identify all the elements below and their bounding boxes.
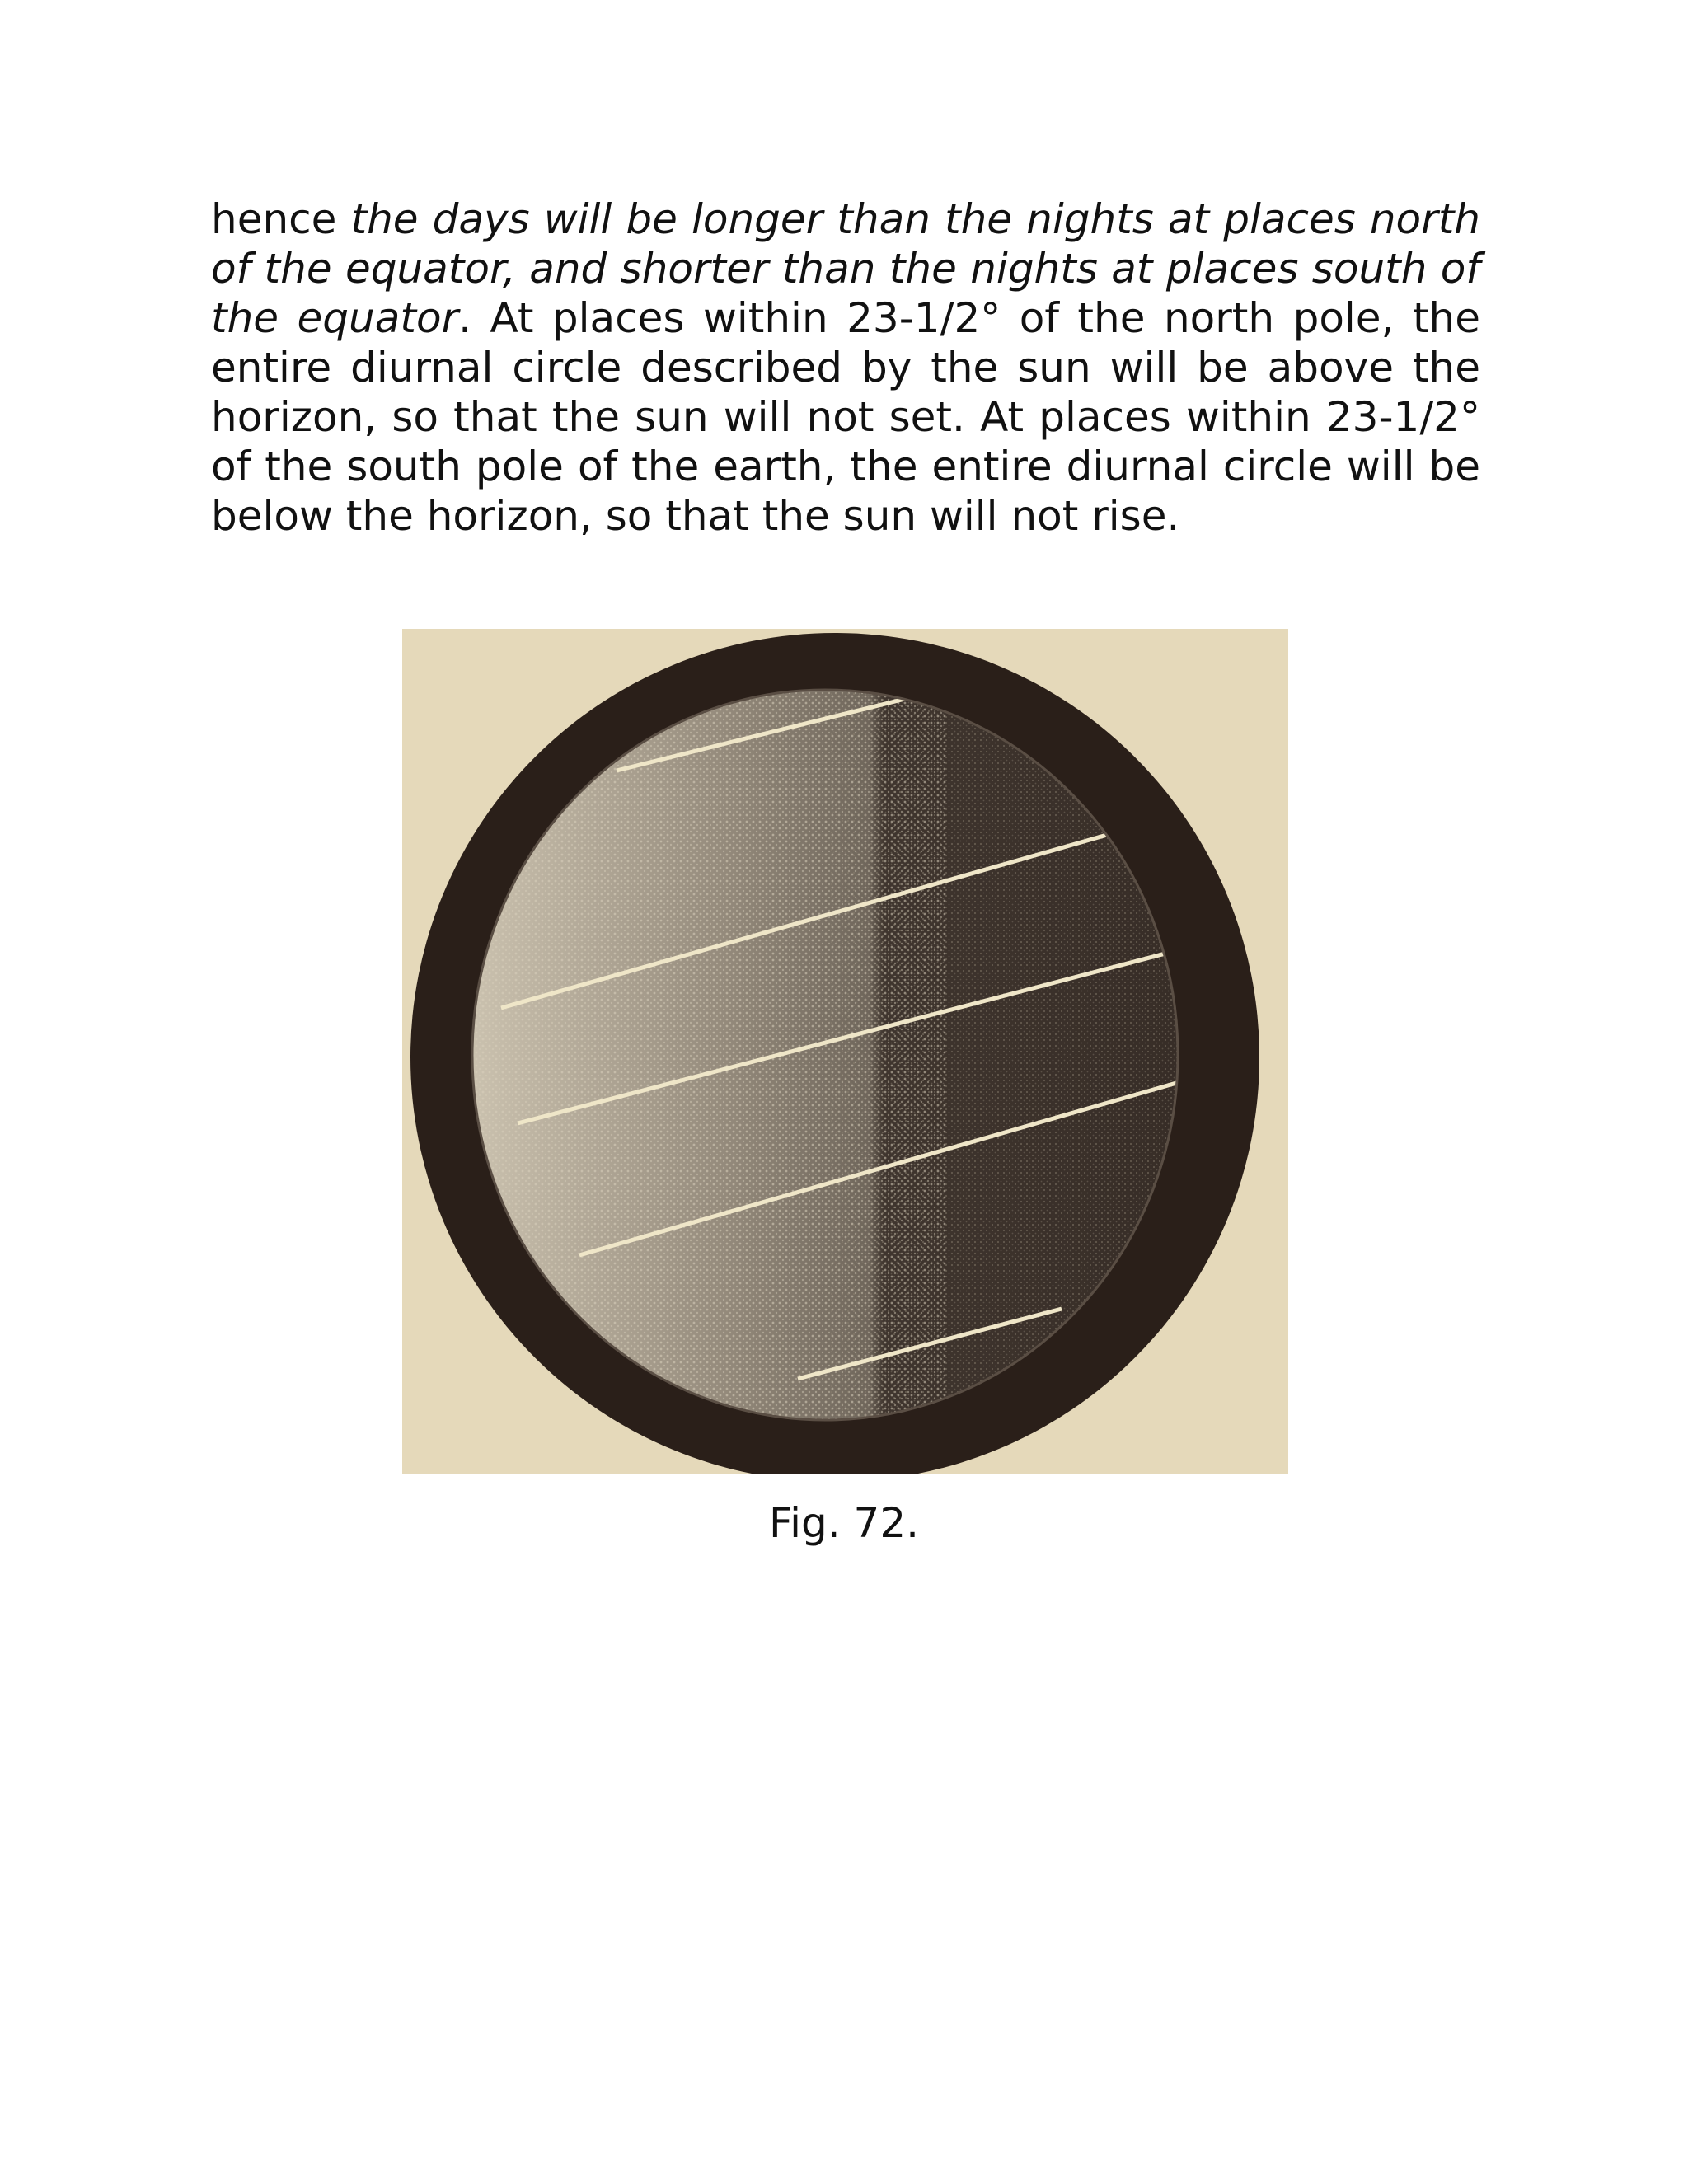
earth-globe-illustration [402,629,1288,1474]
earth-illumination-figure [402,629,1288,1474]
paragraph-rest: . At places within 23-1/2° of the north pole, the entire diurnal circle described by the sun will be above the horizon, so that the sun will not set. At places within 23-1/2° of the south pole of the earth, the entire diurnal circle will be below the horizon, so that the sun will not rise. [211,294,1480,540]
paragraph-lead: hence [211,195,351,243]
figure-caption: Fig. 72. [768,1499,920,1547]
paragraph-italic-emphasis: the days will be longer than the nights at places north of the equator, and shorter than the nights at places south of the equator [211,195,1480,342]
body-paragraph [211,194,1480,541]
